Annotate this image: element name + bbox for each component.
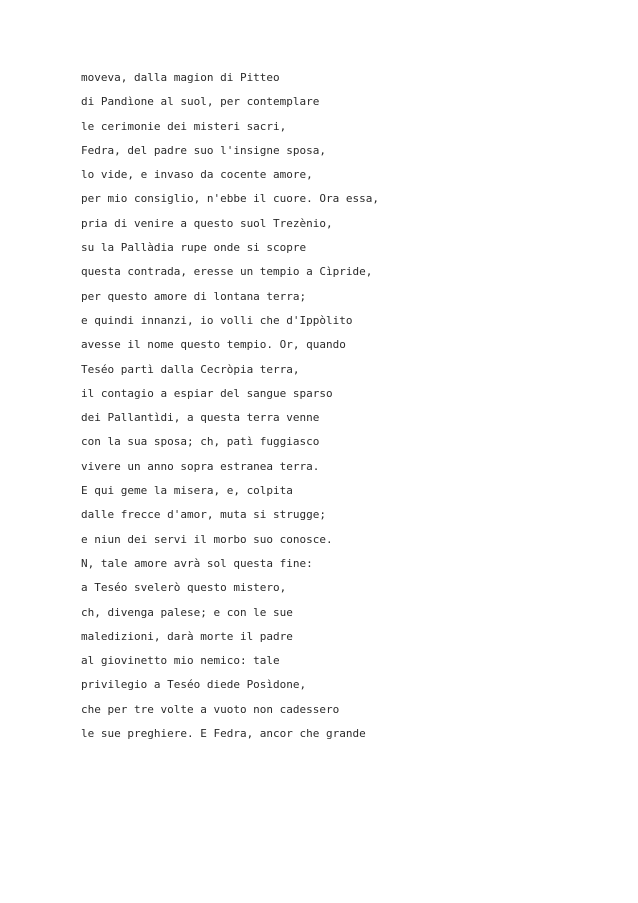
verse-line: le sue preghiere. E Fedra, ancor che grande — [81, 727, 366, 741]
verse-line: pria di venire a questo suol Trezènio, — [81, 216, 333, 230]
verse-line: le cerimonie dei misteri sacri, — [81, 119, 287, 133]
verse-line: E qui geme la misera, e, colpita — [81, 484, 293, 498]
verse-line: al giovinetto mio nemico: tale — [81, 654, 280, 668]
verse-line: di Pandìone al suol, per contemplare — [81, 95, 320, 109]
verse-line: vivere un anno sopra estranea terra. — [81, 459, 320, 473]
verse-line: ch, divenga palese; e con le sue — [81, 605, 293, 619]
verse-line: che per tre volte a vuoto non cadessero — [81, 702, 340, 716]
verse-line: a Teséo svelerò questo mistero, — [81, 581, 287, 595]
verse-line: dalle frecce d'amor, muta si strugge; — [81, 508, 327, 522]
verse-line: dei Pallantìdi, a questa terra venne — [81, 411, 320, 425]
verse-line: per questo amore di lontana terra; — [81, 289, 307, 303]
verse-line: e quindi innanzi, io volli che d'Ippòlito — [81, 313, 353, 327]
verse-line: avesse il nome questo tempio. Or, quando — [81, 338, 346, 352]
verse-line: il contagio a espiar del sangue sparso — [81, 386, 333, 400]
verse-line: maledizioni, darà morte il padre — [81, 629, 293, 643]
verse-line: e niun dei servi il morbo suo conosce. — [81, 532, 333, 546]
verse-line: privilegio a Teséo diede Posìdone, — [81, 678, 307, 692]
verse-line: lo vide, e invaso da cocente amore, — [81, 168, 313, 182]
verse-line: Teséo partì dalla Cecròpia terra, — [81, 362, 300, 376]
verse-line: su la Pallàdia rupe onde si scopre — [81, 241, 307, 255]
verse-block — [81, 66, 379, 746]
verse-line: con la sua sposa; ch, patì fuggiasco — [81, 435, 320, 449]
verse-line: moveva, dalla magion di Pitteo — [81, 71, 280, 84]
verse-line: per mio consiglio, n'ebbe il cuore. Ora essa, — [81, 192, 380, 206]
verse-line: Fedra, del padre suo l'insigne sposa, — [81, 143, 327, 157]
verse-line: questa contrada, eresse un tempio a Cìpride, — [81, 265, 373, 279]
verse-line: N, tale amore avrà sol questa fine: — [81, 556, 313, 570]
